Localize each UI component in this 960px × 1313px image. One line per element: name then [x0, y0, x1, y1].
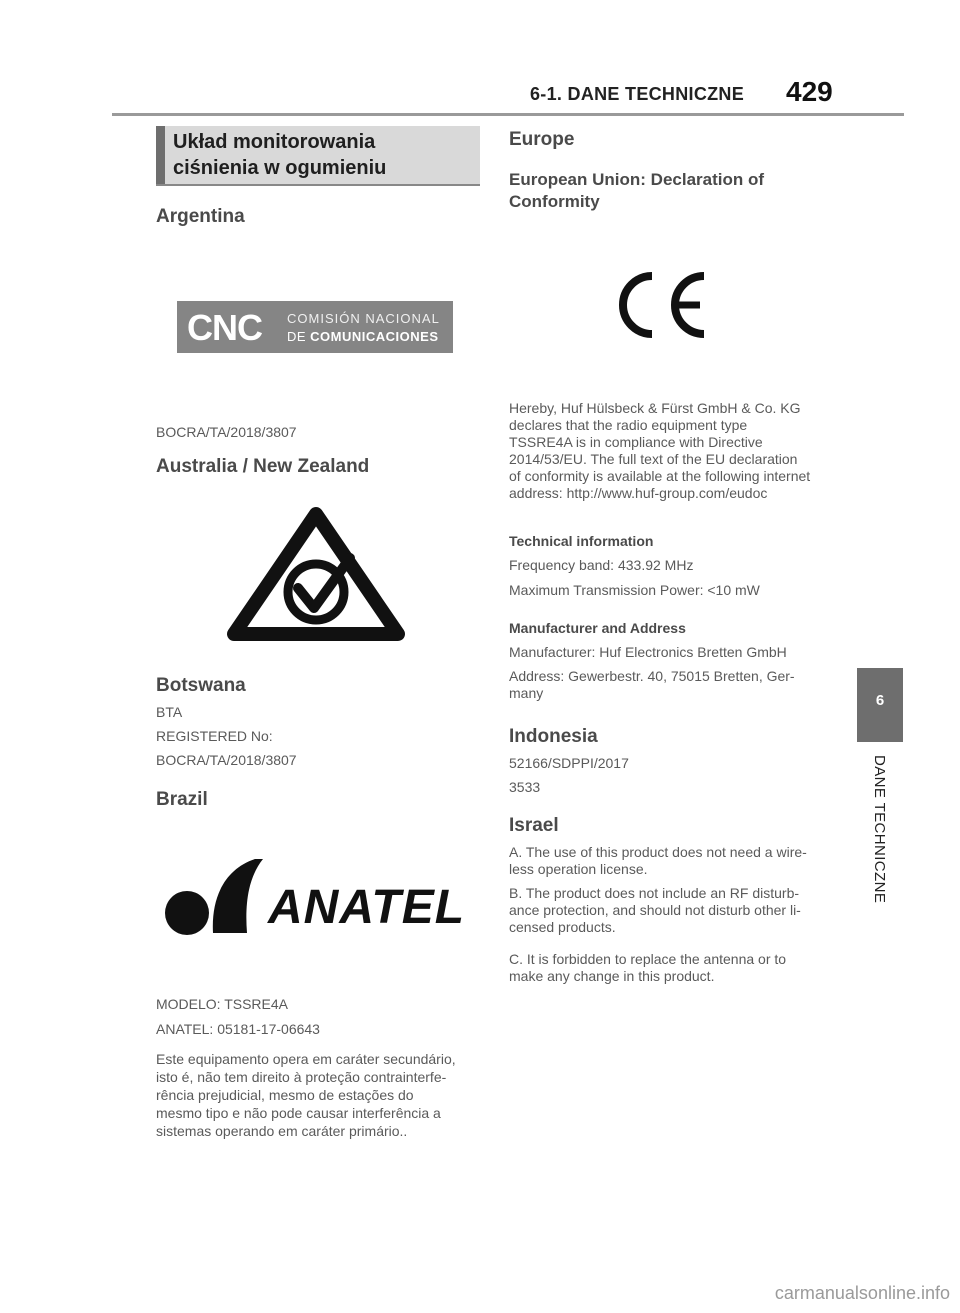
eu-declaration-line: declares that the radio equipment type: [509, 417, 748, 433]
chapter-tab-label: DANE TECHNICZNE: [871, 755, 888, 904]
section-title-line: ciśnienia w ogumieniu: [173, 157, 387, 179]
israel-item-c: [509, 951, 786, 985]
cnc-logo-line2: [287, 329, 439, 344]
heading-technical-information: Technical information: [509, 533, 654, 549]
israel-item-a-line: A. The use of this product does not need a wire-: [509, 844, 807, 860]
manufacturer-address-line: many: [509, 685, 544, 701]
indonesia-line: 3533: [509, 779, 541, 795]
israel-item-a: [509, 844, 807, 878]
heading-eu-declaration-line: Conformity: [509, 192, 600, 211]
chapter-tab-number: 6: [875, 692, 885, 709]
eu-declaration-line: TSSRE4A is in compliance with Directive: [509, 434, 763, 450]
heading-botswana: Botswana: [156, 675, 246, 696]
section-title: [173, 129, 473, 181]
cnc-logo: [177, 301, 453, 353]
manufacturer-address-line: Address: Gewerbestr. 40, 75015 Bretten, Ger-: [509, 668, 795, 684]
botswana-line: REGISTERED No:: [156, 728, 273, 744]
eu-declaration-line: of conformity is available at the following internet: [509, 468, 811, 484]
section-title-line: Układ monitorowania: [173, 131, 376, 153]
section-title-box: [156, 126, 480, 186]
cnc-logo-line2-prefix: DE: [287, 329, 311, 344]
brazil-model-line: MODELO: TSSRE4A: [156, 996, 289, 1012]
frequency-band: Frequency band: 433.92 MHz: [509, 557, 694, 573]
indonesia-line: 52166/SDPPI/2017: [509, 755, 629, 771]
transmission-power: Maximum Transmission Power: <10 mW: [509, 582, 760, 598]
heading-indonesia: Indonesia: [509, 726, 598, 747]
heading-eu-declaration: [509, 169, 764, 213]
israel-item-b-line: ance protection, and should not disturb other li-: [509, 902, 801, 918]
argentina-code: BOCRA/TA/2018/3807: [156, 424, 297, 440]
botswana-line: BTA: [156, 704, 183, 720]
heading-argentina: Argentina: [156, 206, 245, 227]
eu-declaration-line: address: http://www.huf-group.com/eudoc: [509, 485, 768, 501]
ce-mark-icon: [612, 270, 712, 340]
cnc-logo-letters: CNC: [187, 307, 262, 348]
heading-australia: Australia / New Zealand: [156, 456, 370, 477]
manufacturer-address: [509, 668, 795, 702]
israel-item-c-line: C. It is forbidden to replace the antenna or to: [509, 951, 787, 967]
israel-item-b: [509, 885, 801, 936]
brazil-notice-line: mesmo tipo e não pode causar interferência a: [156, 1105, 441, 1121]
page-number: 429: [786, 76, 833, 107]
anatel-logo-text: ANATEL: [268, 881, 466, 934]
brazil-notice-line: isto é, não tem direito à proteção contrainterfe-: [156, 1069, 447, 1085]
site-watermark: carmanualsonline.info: [774, 1283, 950, 1303]
israel-item-c-line: make any change in this product.: [509, 968, 715, 984]
rcm-compliance-mark-icon: [226, 506, 406, 642]
heading-brazil: Brazil: [156, 789, 208, 810]
eu-declaration-text: [509, 400, 839, 502]
heading-eu-declaration-line: European Union: Declaration of: [509, 170, 765, 189]
cnc-logo-line1: COMISIÓN NACIONAL: [287, 311, 440, 326]
anatel-logo-mark-icon: [163, 857, 267, 937]
eu-declaration-line: 2014/53/EU. The full text of the EU declaration: [509, 451, 798, 467]
section-accent-bar: [156, 126, 165, 184]
eu-declaration-line: Hereby, Huf Hülsbeck & Fürst GmbH & Co. KG: [509, 400, 801, 416]
israel-item-b-line: B. The product does not include an RF disturb-: [509, 885, 800, 901]
israel-item-a-line: less operation license.: [509, 861, 648, 877]
heading-manufacturer: Manufacturer and Address: [509, 620, 686, 636]
botswana-line: BOCRA/TA/2018/3807: [156, 752, 297, 768]
heading-europe: Europe: [509, 129, 575, 150]
heading-israel: Israel: [509, 815, 559, 836]
brazil-notice: [156, 1050, 476, 1140]
brazil-notice-line: Este equipamento opera em caráter secundário,: [156, 1051, 456, 1067]
manufacturer-name: Manufacturer: Huf Electronics Bretten GmbH: [509, 644, 787, 660]
header-divider: [112, 113, 904, 116]
chapter-title: 6-1. DANE TECHNICZNE: [530, 84, 745, 104]
brazil-notice-line: rência prejudicial, mesmo de estações do: [156, 1087, 414, 1103]
brazil-model-line: ANATEL: 05181-17-06643: [156, 1021, 320, 1037]
brazil-notice-line: sistemas operando em caráter primário..: [156, 1123, 408, 1139]
cnc-logo-line2-bold: COMUNICACIONES: [310, 329, 439, 344]
israel-item-b-line: censed products.: [509, 919, 616, 935]
